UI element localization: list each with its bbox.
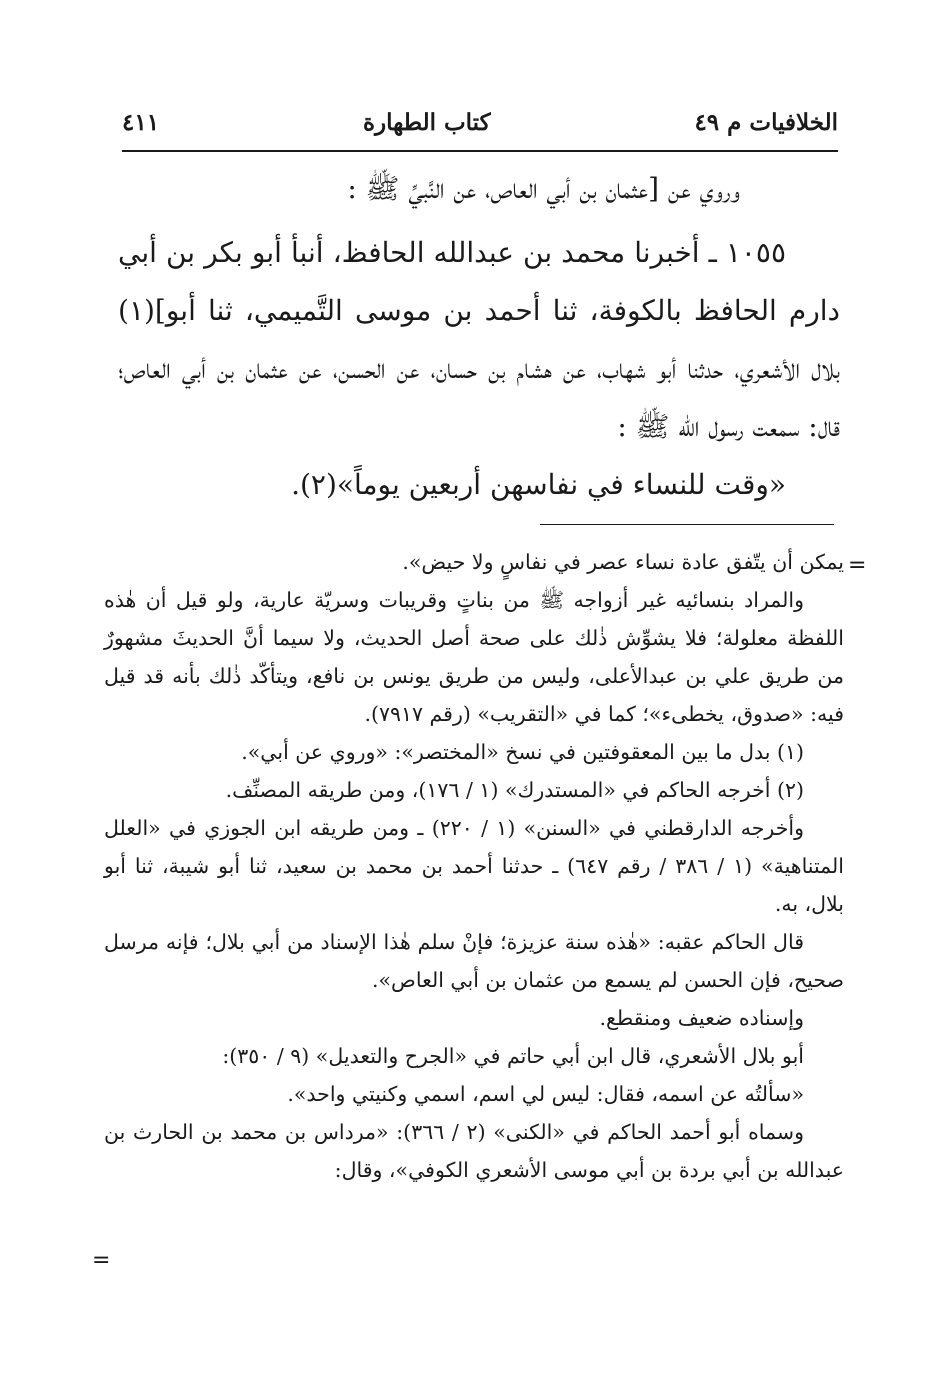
header-rule [122,150,838,152]
footnote-1: (١) بدل ما بين المعقوفتين في نسخ «المختصر»: «وروي عن أبي». [241,740,804,764]
page-number: ٤١١ [122,108,160,136]
footnote-paragraph: «سألتُه عن اسمه، فقال: ليس لي اسم، اسمي وكنيتي واحد». [287,1082,804,1106]
running-header [122,98,838,146]
intro-line: وروي عن [عثمان بن أبي العاص، عن النَّبيِّ ﷺ : [347,172,740,205]
header-book-part: الخلافيات م ٤٩ [694,108,838,136]
hadith-paragraph: ١٠٥٥ ـ أخبرنا محمد بن عبدالله الحافظ، أنبأ أبو بكر بن أبي دارم الحافظ بالكوفة، ثنا أحمد بن موسى التَّميمي، ثنا أبو](١) بلال الأشعري، حدثنا أبو شهاب، عن هشام بن حسان، عن الحسن، عن عثمان بن أبي العاص؛ قال: سمعت رسول الله ﷺ : [118,236,840,443]
footnote-2: (٢) أخرجه الحاكم في «المستدرك» (١ / ١٧٦)، ومن طريقه المصنِّف. [225,778,804,802]
footnote-paragraph: أبو بلال الأشعري، قال ابن أبي حاتم في «الجرح والتعديل» (٩ / ٣٥٠): [222,1044,804,1068]
footnote-separator [540,524,834,525]
header-chapter-title: كتاب الطهارة [362,108,491,136]
continuation-mark-top: = [848,553,867,578]
footnote-paragraph: والمراد بنسائيه غير أزواجه ﷺ من بناتٍ وقريبات وسريّة عارية، ولو قيل أن هٰذه اللفظة معلولة؛ فلا يشوِّش ذٰلك على صحة أصل الحديث، ولا سيما أنَّ الحديثَ مشهورٌ من طريق علي بن عبدالأعلى، وليس من طريق يونس بن نافع، ويتأكّد ذٰلك بأنه قد قيل فيه: «صدوق، يخطىء»؛ كما في «التقريب» (رقم ٧٩١٧). [104,588,844,726]
footnote-continued-line: يمكن أن يتّفق عادة نساء عصر في نفاسٍ ولا حيض». [402,550,844,574]
main-text [118,160,840,514]
footnote-paragraph: وإسناده ضعيف ومنقطع. [599,1006,804,1030]
footnote-paragraph: وأخرجه الدارقطني في «السنن» (١ / ٢٢٠) ـ ومن طريقه ابن الجوزي في «العلل المتناهية» (١ / ٣٨٦ / رقم ٦٤٧) ـ حدثنا أحمد بن محمد بن سعيد، ثنا أبو شيبة، ثنا أبو بلال، به. [104,816,844,916]
hadith-quote: «وقت للنساء في نفاسهن أربعين يوماً»(٢). [291,468,786,501]
footnote-paragraph: قال الحاكم عقبه: «هٰذه سنة عزيزة؛ فإنْ سلم هٰذا الإسناد من أبي بلال؛ فإنه مرسل صحيح، فإن الحسن لم يسمع من عثمان بن أبي العاص». [104,930,844,992]
continuation-mark-bottom: = [92,1248,111,1273]
footnotes [104,543,844,1189]
footnote-paragraph: وسماه أبو أحمد الحاكم في «الكنى» (٢ / ٣٦٦): «مرداس بن محمد بن الحارث بن عبدالله بن أبي بردة بن أبي موسى الأشعري الكوفي»، وقال: [104,1120,844,1182]
